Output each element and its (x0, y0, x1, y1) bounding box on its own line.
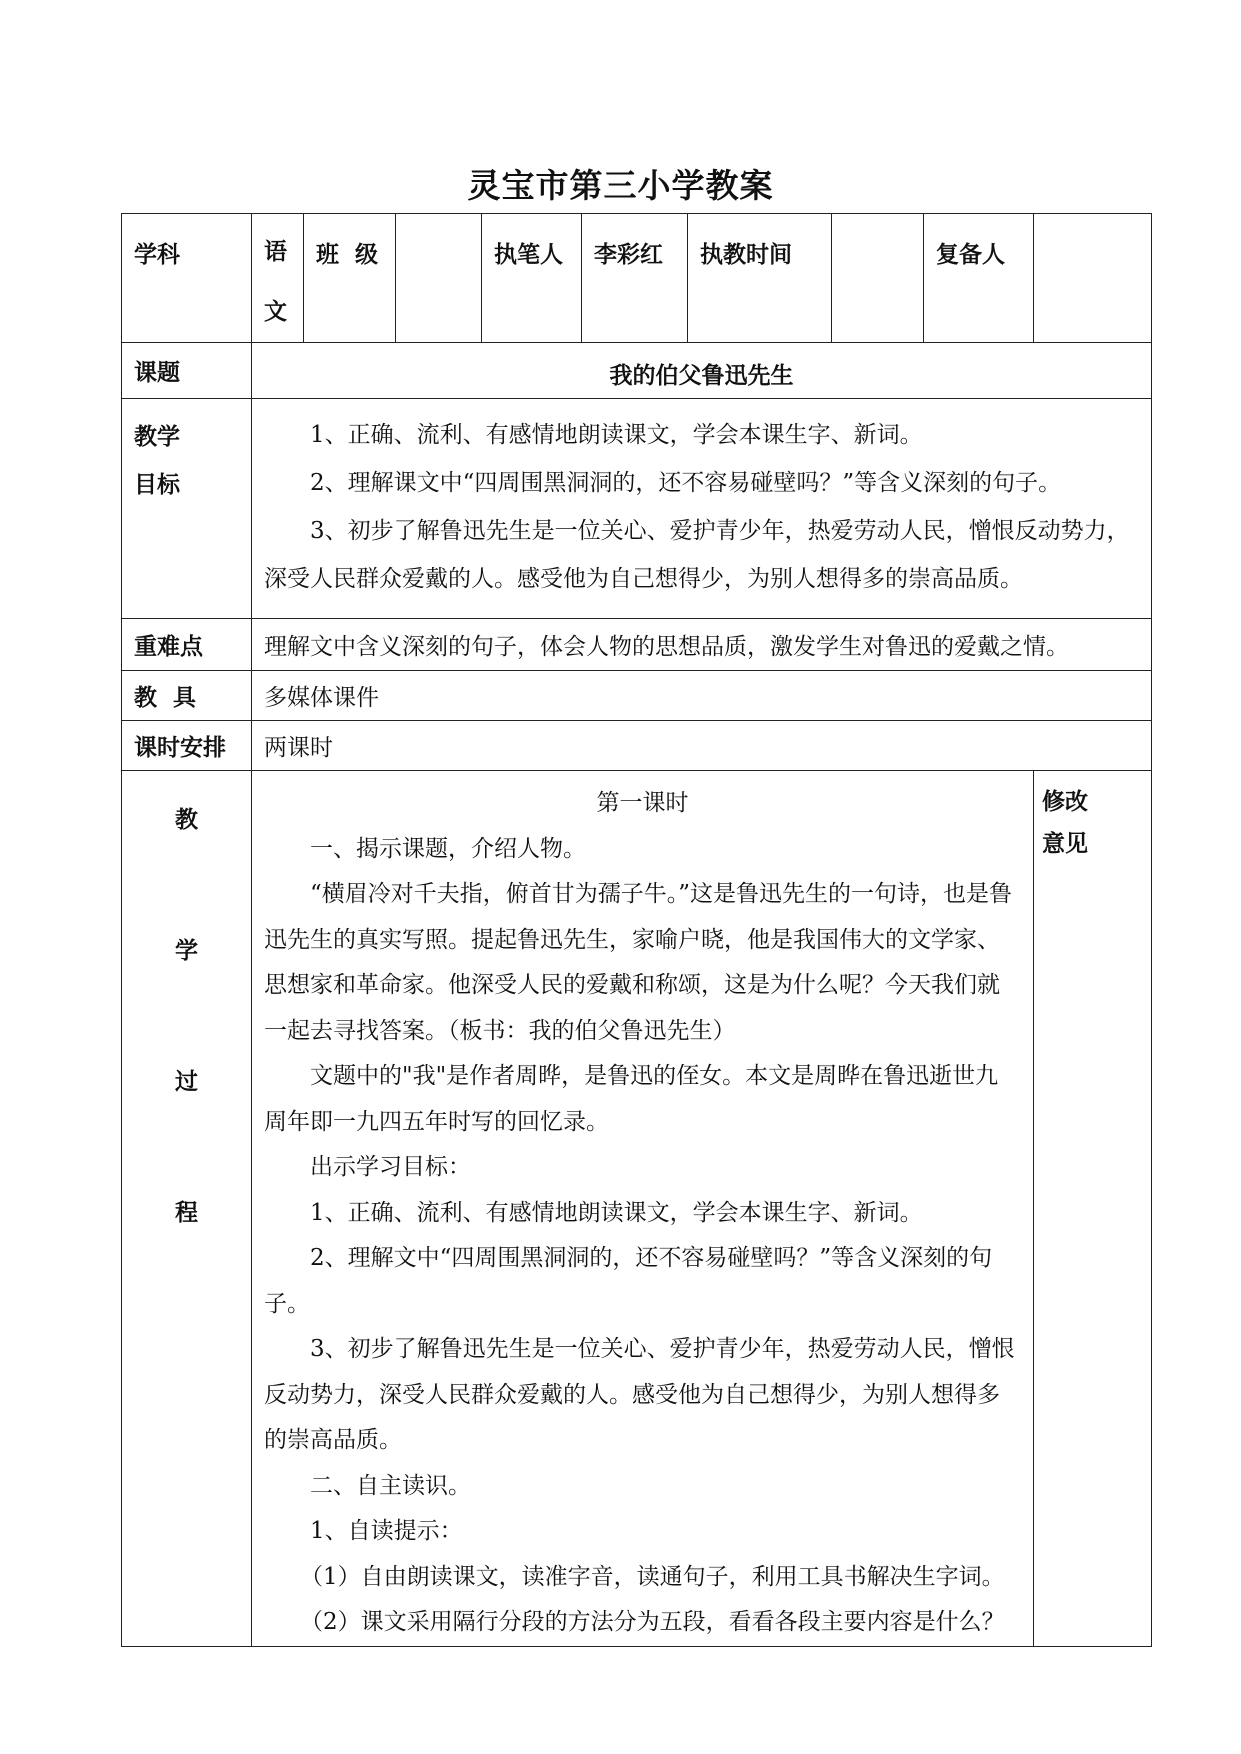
process-paragraph: 1、正确、流利、有感情地朗读课文，学会本课生字、新词。 (310, 1199, 923, 1226)
goals-row (122, 399, 1152, 619)
process-paragraph: 一、揭示课题，介绍人物。 (310, 835, 586, 862)
session-heading: 第一课时 (596, 790, 689, 816)
writer-label: 执笔人 (482, 214, 582, 343)
process-paragraph: 文题中的"我"是作者周晔，是鲁迅的侄女。本文是周晔在鲁迅逝世九周年即一九四五年时写的回忆录。 (264, 1063, 999, 1135)
process-paragraph: （1）自由朗读课文，读准字音，读通句子，利用工具书解决生字词。 (300, 1563, 1005, 1590)
process-row (122, 771, 1152, 1647)
key-points-label: 重难点 (122, 619, 252, 671)
revision-label-line-1: 修改 (1042, 789, 1088, 815)
process-label-char: 学 (175, 938, 198, 964)
goals-content (252, 399, 1152, 619)
goal-item: 3、初步了解鲁迅先生是一位关心、爱护青少年，热爱劳动人民，憎恨反动势力，深受人民群众爱戴的人。感受他为自己想得少，为别人想得多的崇高品质。 (264, 518, 1130, 592)
process-paragraph: “横眉冷对千夫指，俯首甘为孺子牛。”这是鲁迅先生的一句诗，也是鲁迅先生的真实写照。提起鲁迅先生，家喻户晓，他是我国伟大的文学家、思想家和革命家。他深受人民的爱戴和称颂，这是为什么呢？今天我们就一起去寻找答案。（板书：我的伯父鲁迅先生） (264, 881, 1013, 1044)
schedule-label: 课时安排 (122, 721, 252, 771)
process-paragraph: 出示学习目标： (310, 1154, 471, 1180)
tools-row (122, 671, 1152, 721)
goals-label-line-2: 目标 (134, 472, 180, 498)
reviewer-label: 复备人 (924, 214, 1034, 343)
tools-label: 教 具 (122, 671, 252, 721)
process-paragraph: 2、理解文中“四周围黑洞洞的，还不容易碰壁吗？”等含义深刻的句子。 (264, 1245, 993, 1317)
process-body (252, 771, 1034, 1647)
goals-label (122, 399, 252, 619)
subject-value-char-1: 语 (264, 239, 287, 265)
lesson-plan-table (121, 213, 1152, 1647)
schedule-value: 两课时 (252, 721, 1152, 771)
teaching-time-value (832, 214, 924, 343)
tools-value: 多媒体课件 (252, 671, 1152, 721)
subject-value (252, 214, 304, 343)
writer-value: 李彩红 (582, 214, 688, 343)
process-paragraph: 1、自读提示： (310, 1518, 463, 1544)
reviewer-value (1034, 214, 1152, 343)
goal-item: 1、正确、流利、有感情地朗读课文，学会本课生字、新词。 (310, 422, 923, 448)
teaching-time-label: 执教时间 (688, 214, 832, 343)
goals-label-line-1: 教学 (134, 424, 180, 450)
key-points-value: 理解文中含义深刻的句子，体会人物的思想品质，激发学生对鲁迅的爱戴之情。 (252, 619, 1152, 671)
process-paragraph: （2）课文采用隔行分段的方法分为五段，看看各段主要内容是什么？ (300, 1609, 1005, 1635)
class-value (396, 214, 482, 343)
class-label: 班 级 (304, 214, 396, 343)
process-paragraph: 二、自主读识。 (310, 1472, 471, 1499)
process-label-char: 教 (175, 807, 198, 833)
revision-label-line-2: 意见 (1042, 831, 1088, 857)
schedule-row (122, 721, 1152, 771)
topic-label: 课题 (122, 343, 252, 399)
process-paragraph: 3、初步了解鲁迅先生是一位关心、爱护青少年，热爱劳动人民，憎恨反动势力，深受人民群众爱戴的人。感受他为自己想得少，为别人想得多的崇高品质。 (264, 1336, 1015, 1453)
key-points-row (122, 619, 1152, 671)
process-label-char: 过 (175, 1069, 198, 1095)
header-row (122, 214, 1152, 343)
topic-row (122, 343, 1152, 399)
process-label (122, 771, 252, 1647)
lesson-title: 我的伯父鲁迅先生 (252, 343, 1152, 399)
revision-notes (1034, 771, 1152, 1647)
page-title: 灵宝市第三小学教案 (467, 166, 774, 205)
process-label-char: 程 (175, 1200, 198, 1226)
subject-label: 学科 (122, 214, 252, 343)
goal-item: 2、理解课文中“四周围黑洞洞的，还不容易碰壁吗？”等含义深刻的句子。 (310, 470, 1062, 496)
subject-value-char-2: 文 (264, 299, 287, 325)
